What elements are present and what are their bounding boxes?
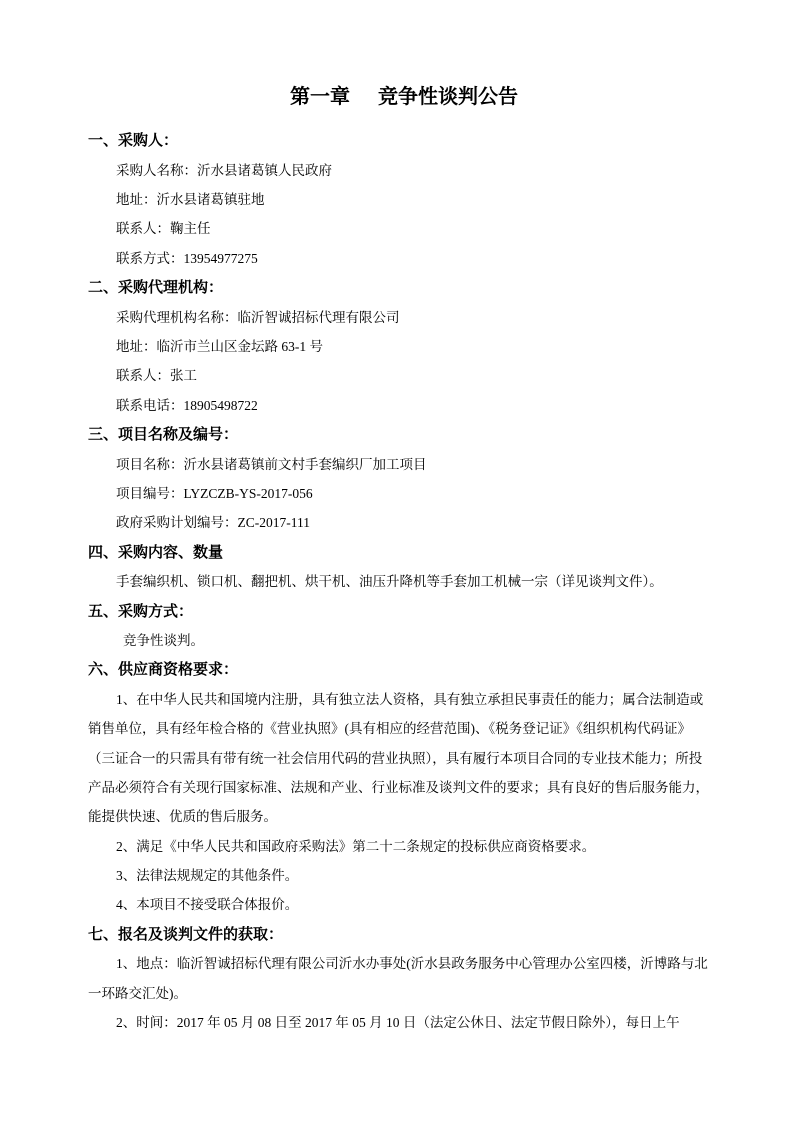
qualification-item-3	[88, 861, 728, 890]
section-project-heading: 三、项目名称及编号：	[88, 426, 239, 444]
section-method-heading: 五、采购方式：	[88, 602, 194, 620]
agency-phone: 联系电话：18905498722	[116, 397, 258, 413]
paragraph-line: 销售单位，具有经年检合格的《营业执照》(具有相应的经营范围)、《税务登记证》《组织机构代码证》	[88, 721, 691, 737]
project-number: 项目编号：LYZCZB-YS-2017-056	[116, 485, 313, 501]
procurement-plan-number: 政府采购计划编号：ZC-2017-111	[116, 515, 310, 531]
paragraph-line: 能提供快速、优质的售后服务。	[88, 809, 277, 825]
chapter-label: 第一章	[290, 86, 350, 108]
registration-time	[88, 1008, 728, 1037]
title-text: 竞争性谈判公告	[378, 86, 518, 108]
paragraph-line: 4、本项目不接受联合体报价。	[116, 897, 299, 913]
paragraph-line: 1、地点：临沂智诚招标代理有限公司沂水办事处(沂水县政务服务中心管理办公室四楼，沂博路与北	[116, 956, 708, 972]
purchaser-address: 地址：沂水县诸葛镇驻地	[116, 192, 265, 208]
procurement-method: 竞争性谈判。	[123, 632, 204, 648]
paragraph-line: 产品必须符合有关现行国家标准、法规和产业、行业标准及谈判文件的要求；具有良好的售后服务能力，	[88, 779, 709, 795]
document-body	[88, 126, 728, 1037]
qualification-item-4	[88, 890, 728, 919]
paragraph-line: 2、满足《中华人民共和国政府采购法》第二十二条规定的投标供应商资格要求。	[116, 838, 596, 854]
section-purchaser-heading: 一、采购人：	[88, 132, 179, 150]
paragraph-line: 2、时间：2017 年 05 月 08 日至 2017 年 05 月 10 日（法定公休日、法定节假日除外），每日上午	[116, 1015, 680, 1031]
paragraph-line: 3、法律法规规定的其他条件。	[116, 868, 299, 884]
paragraph-line: 一环路交汇处)。	[88, 985, 187, 1001]
section-content-heading: 四、采购内容、数量	[88, 543, 224, 561]
qualification-item-2	[88, 832, 728, 861]
agency-address: 地址：临沂市兰山区金坛路 63-1 号	[116, 339, 323, 355]
paragraph-line: （三证合一的只需具有带有统一社会信用代码的营业执照），具有履行本项目合同的专业技术能力；所投	[88, 750, 703, 766]
section-registration-heading: 七、报名及谈判文件的获取：	[88, 925, 284, 943]
section-agency-heading: 二、采购代理机构：	[88, 279, 224, 297]
paragraph-line: 1、在中华人民共和国境内注册，具有独立法人资格，具有独立承担民事责任的能力；属合法制造或	[116, 691, 704, 707]
purchaser-contact: 联系人：鞠主任	[116, 221, 211, 237]
project-name: 项目名称：沂水县诸葛镇前文村手套编织厂加工项目	[116, 456, 427, 472]
section-qualification-heading: 六、供应商资格要求：	[88, 661, 239, 679]
qualification-item-1	[88, 685, 728, 832]
procurement-content: 手套编织机、锁口机、翻把机、烘干机、油压升降机等手套加工机械一宗（详见谈判文件）。	[116, 574, 663, 590]
registration-location	[88, 949, 728, 1008]
purchaser-name: 采购人名称：沂水县诸葛镇人民政府	[116, 162, 332, 178]
agency-name: 采购代理机构名称：临沂智诚招标代理有限公司	[116, 309, 400, 325]
agency-contact: 联系人：张工	[116, 368, 197, 384]
purchaser-phone: 联系方式：13954977275	[116, 250, 258, 266]
page-title	[0, 82, 794, 112]
